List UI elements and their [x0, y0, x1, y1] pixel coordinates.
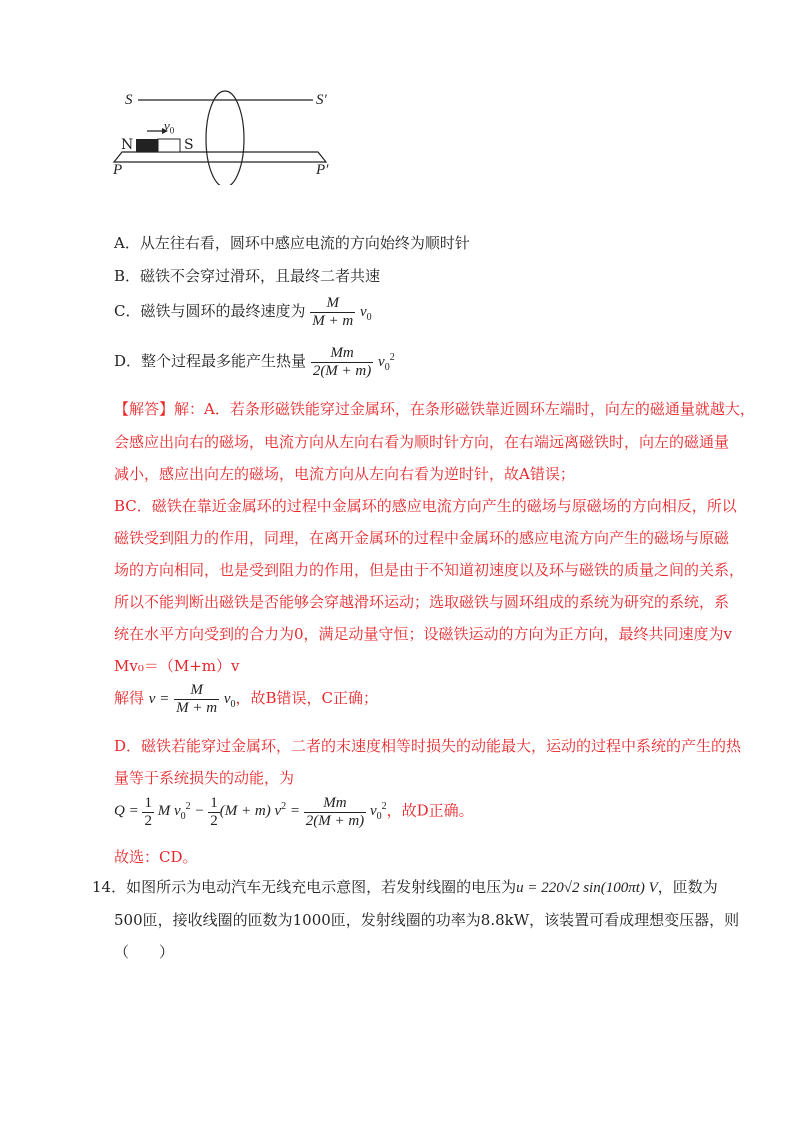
solution-line-12: 量等于系统损失的动能，为: [114, 769, 295, 787]
magnet-N-half: [136, 139, 158, 152]
v0-symbol: $v_0$: [360, 304, 372, 323]
q14-formula: u = 220√2 sin(100πt) V: [516, 880, 658, 896]
label-S-prime: S′: [316, 92, 327, 108]
solution-line-5: 磁铁受到阻力的作用，同理，在离开金属环的过程中金属环的感应电流方向产生的磁场与原磁: [114, 529, 730, 547]
label-N: N: [121, 137, 134, 153]
v0-squared: $v_0^2$: [378, 352, 395, 373]
solution-line-3: 减小，感应出向左的磁场，电流方向从左向右看为逆时针，故A错误；: [114, 465, 575, 483]
energy-suffix: ，故D正确。: [386, 801, 474, 820]
metal-ring: [206, 91, 244, 185]
solution-line-4: BC．磁铁在靠近金属环的过程中金属环的感应电流方向产生的磁场与原磁场的方向相反，所以: [114, 497, 737, 515]
solution-line-14: 故选：CD。: [114, 848, 198, 866]
option-d: [114, 345, 395, 379]
fraction-M-over-Mm-2: [174, 682, 219, 716]
frac-num: Mm: [311, 345, 373, 363]
frac-den: M + m: [312, 312, 354, 329]
option-a: A．从左往右看，圆环中感应电流的方向始终为顺时针: [114, 234, 470, 252]
magnet-S-half: [158, 139, 180, 152]
v-equals: v =: [148, 691, 170, 707]
solution-line-9: Mv₀＝（M+m）v: [114, 657, 240, 675]
solve-prefix: 解得: [114, 689, 145, 707]
solution-line-13: [114, 795, 474, 829]
question-14-line-2: 500匝，接收线圈的匝数为1000匝，发射线圈的功率为8.8kW，该装置可看成理想变压器，则: [114, 911, 740, 929]
v0-symbol: $v_0$: [223, 691, 236, 710]
physics-diagram: [100, 85, 350, 185]
fraction-Mm-over-2Mm: [311, 345, 373, 379]
solution-line-10: [114, 682, 378, 716]
solution-line-8: 统在水平方向受到的合力为0，满足动量守恒；设磁铁运动的方向为正方向，最终共同速度为v: [114, 625, 733, 643]
frac-num: M: [310, 295, 355, 313]
q14-prefix: 14．如图所示为电动汽车无线充电示意图，若发射线圈的电压为: [92, 878, 517, 896]
solution-line-11: D．磁铁若能穿过金属环，二者的末速度相等时损失的动能最大，运动的过程中系统的产生的热: [114, 737, 742, 755]
q14-suffix: ，匝数为: [657, 878, 718, 896]
label-S-magnet: S: [184, 137, 194, 153]
solve-suffix: ，故B错误，C正确；: [235, 689, 379, 707]
label-v0: $v_0$: [164, 118, 175, 136]
fraction-M-over-Mm: [310, 295, 355, 329]
option-c-text: C．磁铁与圆环的最终速度为: [114, 302, 306, 320]
label-S: S: [125, 92, 133, 108]
solution-line-6: 场的方向相同，也是受到阻力的作用，但是由于不知道初速度以及环与磁铁的质量之间的关系，: [114, 561, 745, 579]
frac-num: M: [174, 682, 219, 700]
frac-den: 2(M + m): [312, 362, 372, 379]
option-d-text: D．整个过程最多能产生热量: [114, 352, 307, 370]
rail-P-track: [114, 152, 326, 162]
option-b: B．磁铁不会穿过滑环，且最终二者共速: [114, 267, 381, 285]
question-14-line-3: （ ）: [114, 943, 175, 961]
frac-den: M + m: [176, 699, 218, 716]
label-P-prime: P′: [316, 162, 329, 178]
solution-line-2: 会感应出向右的磁场，电流方向从左向右看为顺时针方向，在右端远离磁铁时，向左的磁通量: [114, 433, 730, 451]
option-c: [114, 295, 372, 329]
question-14-line-1: [92, 876, 718, 897]
solution-line-7: 所以不能判断出磁铁是否能够会穿越滑环运动；选取磁铁与圆环组成的系统为研究的系统，系: [114, 593, 730, 611]
solution-line-1: 【解答】解：A．若条形磁铁能穿过金属环，在条形磁铁靠近圆环左端时，向左的磁通量就越大，: [114, 400, 755, 418]
label-P: P: [113, 162, 123, 178]
energy-formula: Q = $\frac{1}{2}$ M $v_0^2$ − $\frac{1}{2}$ (M + m) $v^2$ = $\frac{Mm}{2(M + m)}$ $v_0^2$: [114, 795, 387, 829]
